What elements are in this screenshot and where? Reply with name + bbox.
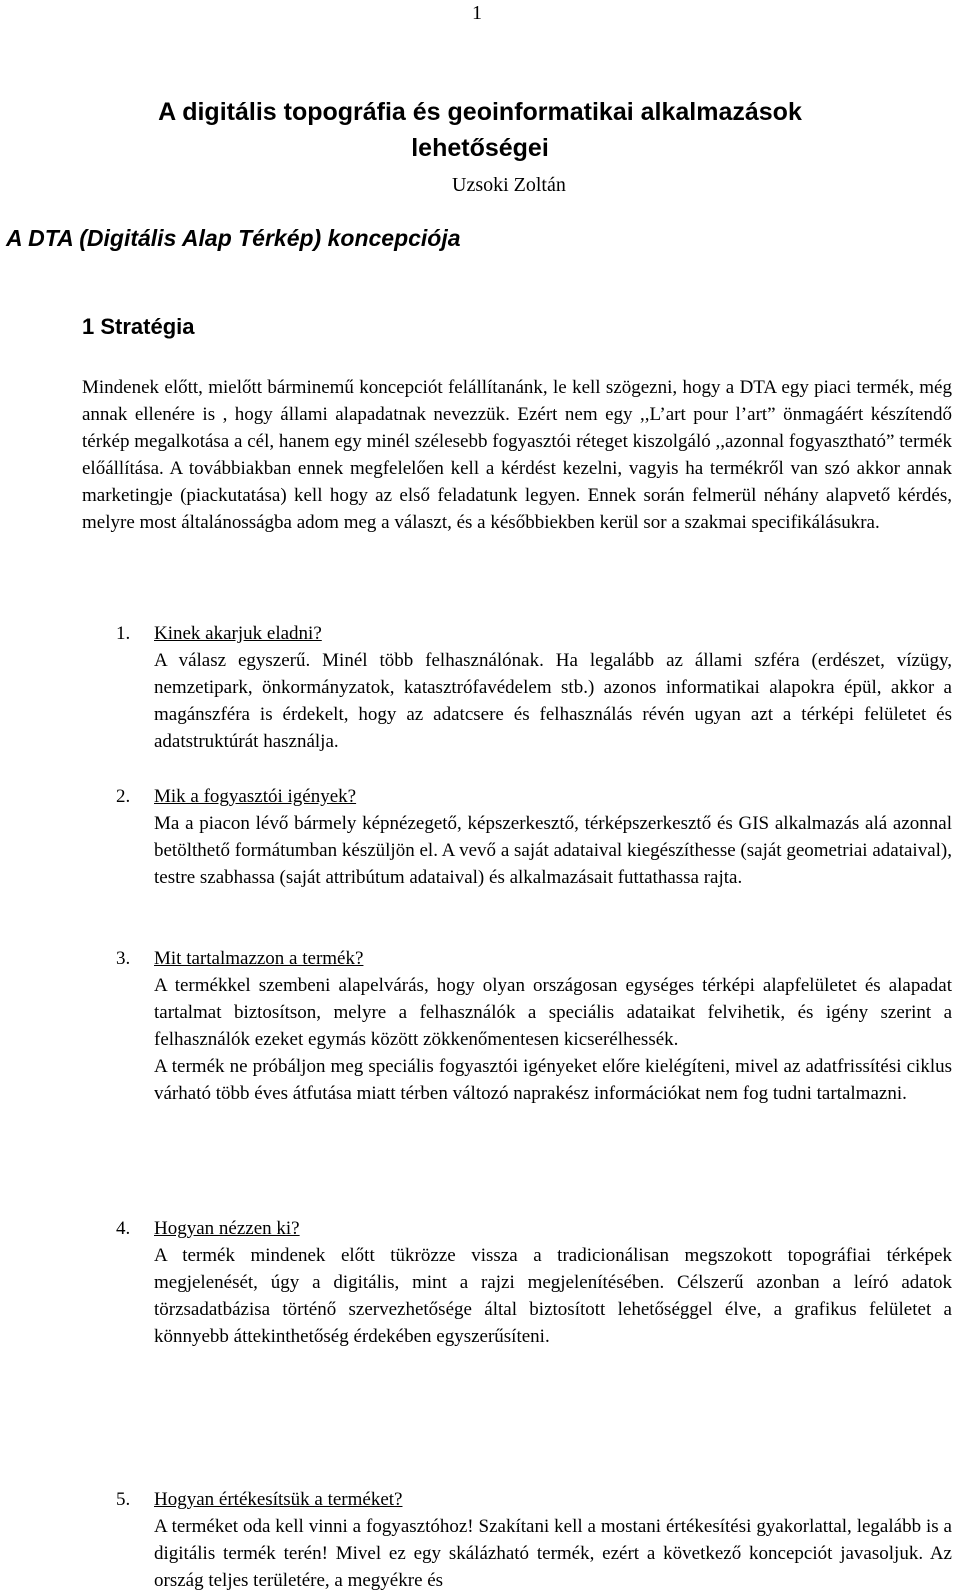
list-item-number: 2. (116, 786, 131, 807)
list-item-paragraph: A termék ne próbáljon meg speciális fogyasztói igényeket előre kielégíteni, mivel az adatfrissítési ciklus várható több éves átfutása miatt térben változó naprakész információkat nem fog tudni tartalmazni. (154, 1056, 952, 1104)
list-item-body (154, 810, 952, 891)
list-item-paragraph: A termékkel szembeni alapelvárás, hogy olyan országosan egységes térképi alapfelületet és alapadat tartalmat biztosítson, melyre a felhasználók a speciális adataikat felvihetik, és igény szerint a felhasználók ezeket egymás között zökkenőmentesen kicserélhessék. (154, 975, 952, 1050)
page-number: 1 (472, 2, 482, 24)
list-item-heading: Kinek akarjuk eladni? (154, 623, 322, 644)
list-item-number: 5. (116, 1489, 131, 1510)
list-item-body (154, 647, 952, 755)
list-item-number: 1. (116, 623, 131, 644)
list-item-body (154, 972, 952, 1107)
list-item-heading: Mik a fogyasztói igények? (154, 786, 357, 807)
list-item-heading: Hogyan nézzen ki? (154, 1218, 300, 1239)
list-item-number: 4. (116, 1218, 131, 1239)
subtitle: A DTA (Digitális Alap Térkép) koncepciója (6, 225, 461, 251)
list-item-body (154, 1242, 952, 1350)
list-item-paragraph: A válasz egyszerű. Minél több felhasználónak. Ha legalább az állami szféra (erdészet, vízügy, nemzetipark, önkormányzatok, katasztrófavédelem stb.) azonos informatikai alapokra épül, akkor a magánszféra is érdekelt, hogy az adatcsere és felhasználás révén ugyan azt a térképi felületet és adatstruktúrát használja. (154, 650, 952, 752)
list-item-number: 3. (116, 948, 131, 969)
list-item-body (154, 1513, 952, 1594)
list-item-heading: Hogyan értékesítsük a terméket? (154, 1489, 403, 1510)
document-title: A digitális topográfia és geoinformatikai alkalmazások (158, 98, 802, 126)
intro-paragraph: Mindenek előtt, mielőtt bárminemű koncepciót felállítanánk, le kell szögezni, hogy a DTA egy piaci termék, még annak ellenére is , hogy állami alapadatnak nevezzük. Ezért nem egy ,,L’art pour l’art” önmagáért készítendő térkép megalkotása a cél, hanem egy minél szélesebb fogyasztói réteget kiszolgáló ,,azonnal fogyasztható” termék előállítása. A továbbiakban ennek megfelelően kell a kérdést kezelni, vagyis ha termékről van szó akkor annak marketingje (piackutatása) kell hogy az első feladatunk legyen. Ennek során felmerül néhány alapvető kérdés, melyre most általánosságba adom meg a választ, és a későbbiekben kerül sor a szakmai specifikálásukra. (82, 377, 952, 533)
section-heading: 1 Stratégia (82, 314, 195, 339)
list-item-paragraph: Ma a piacon lévő bármely képnézegető, képszerkesztő, térképszerkesztő és GIS alkalmazás alá azonnal betölthető formátumban készüljön el. A vevő a saját adataival kiegészíthesse (saját geometriai adataival), testre szabhassa (saját attribútum adataival) és alkalmazásait futtathassa rajta. (154, 813, 952, 888)
author: Uzsoki Zoltán (452, 174, 566, 196)
list-item-paragraph: A terméket oda kell vinni a fogyasztóhoz! Szakítani kell a mostani értékesítési gyakorlattal, legalább is a digitális termék terén! Mivel ez egy skálázható termék, ezért a következő koncepciót javasoljuk. Az ország teljes területére, a megyékre és (154, 1516, 952, 1591)
list-item-heading: Mit tartalmazzon a termék? (154, 948, 364, 969)
list-item-paragraph: A termék mindenek előtt tükrözze vissza a tradicionálisan megszokott topográfiai térképek megjelenését, úgy a digitális, mint a rajzi megjelenítésében. Célszerű azonban a leíró adatok törzsadatbázisa történő szervezhetősége által biztosított lehetőséggel élve, a grafikus felületet a könnyebb áttekinthetőség érdekében egyszerűsíteni. (154, 1245, 952, 1347)
document-title-line-2: lehetőségei (411, 134, 549, 162)
